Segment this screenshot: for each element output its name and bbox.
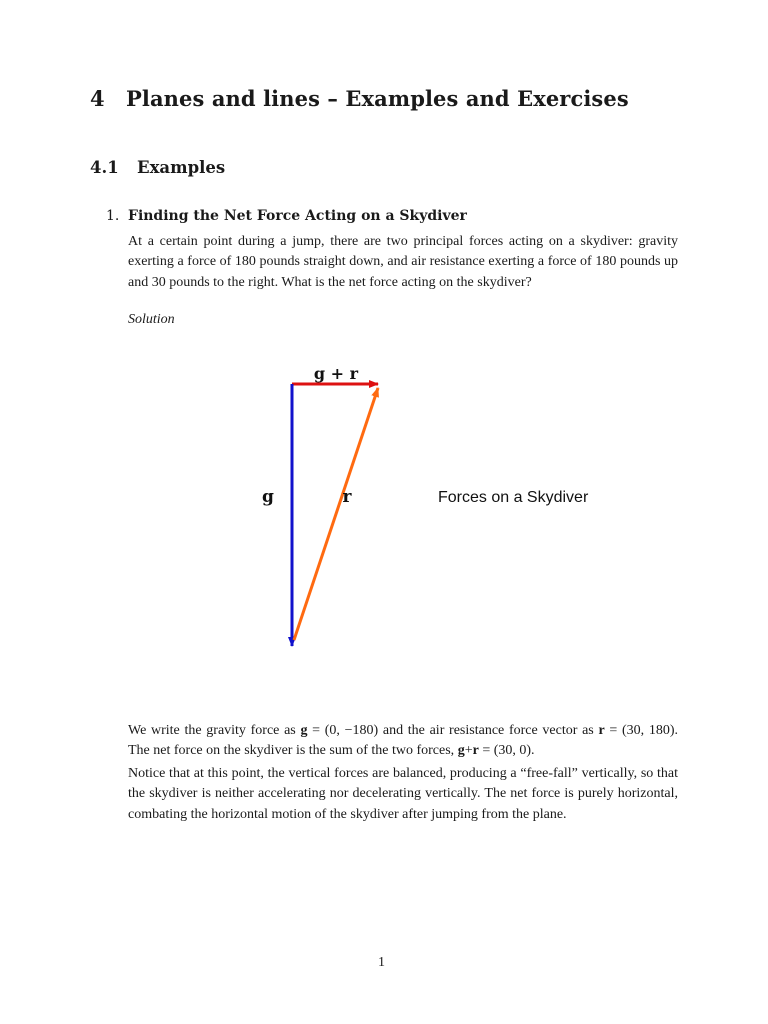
- page-number: 1: [378, 955, 385, 970]
- gravity-vector-label: g: [262, 487, 274, 507]
- solution-paragraph-2: Notice that at this point, the vertical forces are balanced, producing a “free-fall” vertically, so that the skydiver is neither accelerating nor decelerating vertically. The net force is purely horizontal, combating the horizontal motion of the skydiver after jumping from the plane.: [128, 766, 678, 822]
- solution-text: = (0, −180) and the air resistance force vector as: [307, 723, 599, 738]
- plus-sign: +: [464, 743, 473, 759]
- g-vector-symbol: g: [457, 743, 465, 759]
- example-number: 1.: [106, 208, 120, 224]
- solution-text: = (30, 0).: [478, 743, 535, 759]
- r-vector-symbol: r: [472, 743, 479, 759]
- section-title: Examples: [137, 158, 226, 177]
- figure-title: Forces on a Skydiver: [438, 489, 589, 506]
- solution-text: = (30, 180). The net force on the skydiver is the sum of the two forces,: [128, 723, 678, 759]
- sum-vector-label: g + r: [313, 364, 359, 383]
- solution-paragraph-1: [128, 721, 678, 762]
- section-number: 4.1: [90, 158, 119, 177]
- r-vector-symbol: r: [598, 723, 605, 738]
- solution-text: We write the gravity force as: [128, 723, 301, 738]
- resistance-vector-arrow: [294, 388, 378, 640]
- example-title: Finding the Net Force Acting on a Skydiver: [128, 208, 467, 224]
- resistance-vector-label: r: [342, 487, 352, 507]
- g-vector-symbol: g: [300, 723, 308, 738]
- problem-statement: At a certain point during a jump, there are two principal forces acting on a skydiver: gravity exerting a force of 180 pounds straight down, and air resistance exerting a force of 180 pounds up and 30 pounds to the right. What is the net force acting on the skydiver?: [128, 234, 678, 290]
- solution-label: Solution: [128, 312, 175, 327]
- chapter-number: 4: [90, 86, 105, 111]
- chapter-title: Planes and lines – Examples and Exercises: [126, 86, 629, 111]
